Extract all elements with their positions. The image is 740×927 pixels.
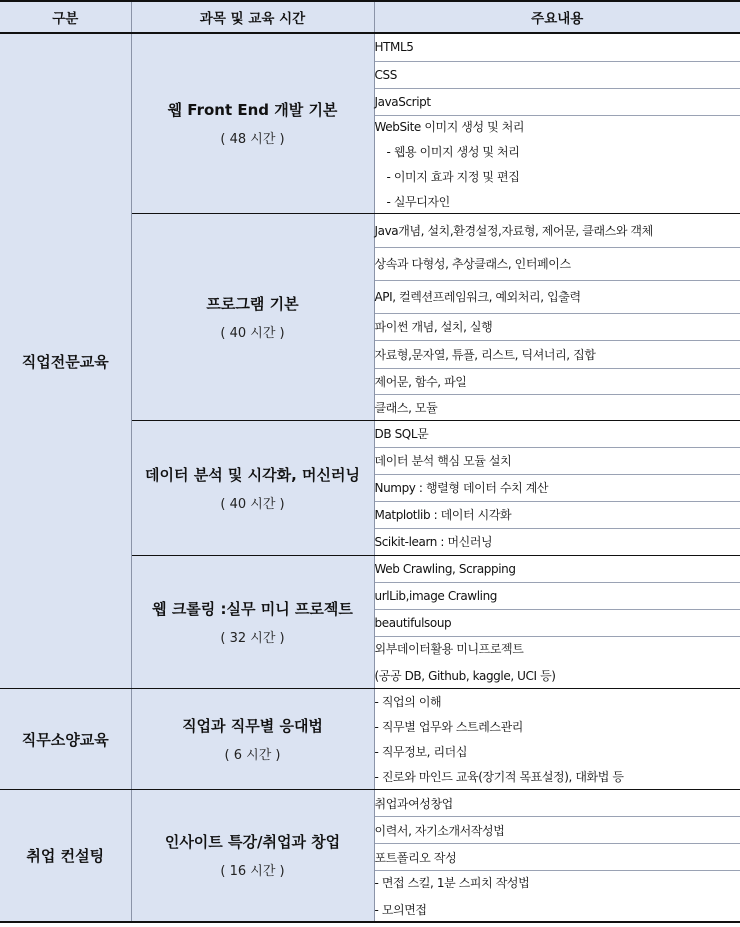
content-item: Scikit-learn : 머신러닝 xyxy=(374,528,740,555)
header-course: 과목 및 교육 시간 xyxy=(131,1,374,33)
course-hours: ( 16 시간 ) xyxy=(220,864,285,880)
content-item-group xyxy=(374,636,740,688)
content-item: 상속과 다형성, 추상클래스, 인터페이스 xyxy=(374,247,740,280)
course-title: 웹 크롤링 :실무 미니 프로젝트 xyxy=(152,599,353,618)
course-hours: ( 6 시간 ) xyxy=(224,747,281,763)
course-cell xyxy=(131,420,374,555)
course-title: 웹 Front End 개발 기본 xyxy=(167,101,338,120)
content-item: beautifulsoup xyxy=(374,609,740,636)
content-line: - 웹용 이미지 생성 및 처리 xyxy=(386,145,520,159)
course-hours: ( 40 시간 ) xyxy=(220,325,285,341)
content-item: 포트폴리오 작성 xyxy=(374,844,740,871)
content-item: Web Crawling, Scrapping xyxy=(374,555,740,582)
category-cell: 직업전문교육 xyxy=(0,33,131,689)
header-category: 구분 xyxy=(0,1,131,33)
course-hours: ( 48 시간 ) xyxy=(220,132,285,148)
content-item: 취업과여성창업 xyxy=(374,790,740,817)
content-item: 데이터 분석 핵심 모듈 설치 xyxy=(374,447,740,474)
category-cell: 직무소양교육 xyxy=(0,689,131,790)
content-item: urlLib,image Crawling xyxy=(374,582,740,609)
table-row xyxy=(0,33,740,61)
category-cell: 취업 컨설팅 xyxy=(0,790,131,922)
course-hours: ( 32 시간 ) xyxy=(220,630,285,646)
course-cell xyxy=(131,689,374,790)
content-line: - 모의면접 xyxy=(374,902,427,917)
content-item: CSS xyxy=(374,61,740,88)
course-cell xyxy=(131,555,374,688)
content-line: - 직무정보, 리더십 xyxy=(374,744,468,759)
table-row xyxy=(0,790,740,817)
content-item: 제어문, 함수, 파일 xyxy=(374,368,740,394)
content-line: - 직무별 업무와 스트레스관리 xyxy=(374,719,523,734)
content-item: DB SQL문 xyxy=(374,420,740,447)
course-title: 직업과 직무별 응대법 xyxy=(182,716,323,735)
content-line: WebSite 이미지 생성 및 처리 xyxy=(374,120,525,134)
content-item: Numpy : 행렬형 데이터 수치 계산 xyxy=(374,474,740,501)
content-item: JavaScript xyxy=(374,88,740,115)
course-cell xyxy=(131,33,374,213)
content-item: 자료형,문자열, 튜플, 리스트, 딕셔너리, 집합 xyxy=(374,340,740,368)
content-line: - 실무디자인 xyxy=(386,195,450,209)
content-item-group xyxy=(374,871,740,922)
table-row xyxy=(0,689,740,790)
content-line: (공공 DB, Github, kaggle, UCI 등) xyxy=(374,669,556,683)
content-item: API, 컬렉션프레임워크, 예외처리, 입출력 xyxy=(374,280,740,313)
content-item: Java개념, 설치,환경설정,자료형, 제어문, 클래스와 객체 xyxy=(374,213,740,247)
content-line: 외부데이터활용 미니프로젝트 xyxy=(374,642,524,656)
course-title: 인사이트 특강/취업과 창업 xyxy=(164,833,341,852)
content-item: 이력서, 자기소개서작성법 xyxy=(374,817,740,844)
course-cell xyxy=(131,213,374,420)
content-item-group xyxy=(374,115,740,213)
header-row xyxy=(0,1,740,33)
content-item-group xyxy=(374,689,740,790)
content-line: - 직업의 이해 xyxy=(374,694,442,709)
content-line: - 이미지 효과 지정 및 편집 xyxy=(386,170,520,184)
content-item: Matplotlib : 데이터 시각화 xyxy=(374,501,740,528)
course-title: 프로그램 기본 xyxy=(206,294,299,313)
course-title: 데이터 분석 및 시각화, 머신러닝 xyxy=(145,465,360,484)
content-item: HTML5 xyxy=(374,33,740,61)
content-item: 파이썬 개념, 설치, 실행 xyxy=(374,313,740,340)
course-cell xyxy=(131,790,374,922)
course-hours: ( 40 시간 ) xyxy=(220,496,285,512)
content-line: - 진로와 마인드 교육(장기적 목표설정), 대화법 등 xyxy=(374,769,624,784)
content-item: 클래스, 모듈 xyxy=(374,394,740,420)
header-content: 주요내용 xyxy=(374,1,740,33)
content-line: - 면접 스킬, 1분 스피치 작성법 xyxy=(374,875,530,890)
